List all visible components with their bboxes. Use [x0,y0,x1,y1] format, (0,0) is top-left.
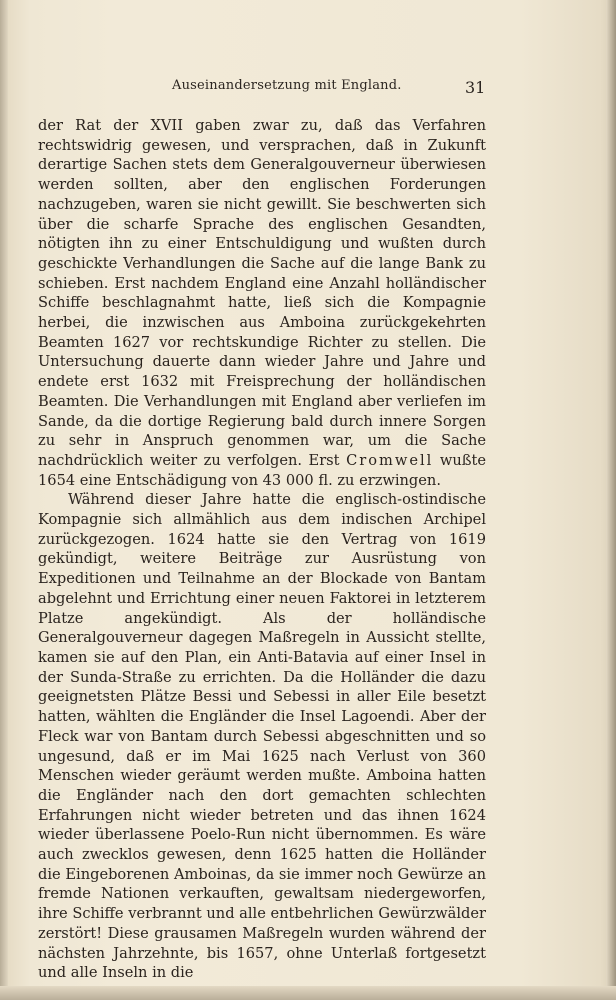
paragraph-1-seg-3: gaben zwar zu, daß das Verfahren rechtswidrig gewesen, und versprachen, daß in Zukunft derartige Sachen stets dem Generalgouverneur überwiesen werden sollten, aber den englischen Forderungen nachzugeben, waren sie nicht gewillt. Sie beschwerten sich über die scharfe Sprache des englischen Gesandten, nötigten ihn zu einer Entschuldigung und wußten durch geschickte Verhandlungen die Sache auf die lange Bank zu schieben. Erst nachdem England eine Anzahl holländischer Schiffe beschlagnahmt hatte, ließ sich die Kompagnie herbei, die inzwischen aus Amboina zurückgekehrten Beamten 1627 vor rechtskundige Richter zu stellen. Die Untersuchung dauerte dann wieder Jahre und Jahre und endete erst 1632 mit Freisprechung der holländischen Beamten. Die Verhandlungen mit England aber verliefen im Sande, da die dortige Regierung bald durch innere Sorgen zu sehr in Anspruch genommen war, um die Sache nachdrücklich weiter zu verfolgen. Erst [38,117,486,469]
page-bottom-edge [0,986,616,1000]
page-number: 31 [465,78,486,97]
paragraph-1-seg-2: XVII [150,117,183,134]
paragraph-1 [38,116,486,490]
paragraph-2-seg-1: Während dieser Jahre hatte die englisch-ostindische Kompagnie sich allmählich aus dem indischen Archipel zurückgezogen. 1624 hatte sie den Vertrag von 1619 gekündigt, weitere Beiträge zur Ausrüstung von Expeditionen und Teilnahme an der Blockade von Bantam abgelehnt und Errichtung einer neuen Faktorei in letzterem Platze angekündigt. Als der holländische Generalgouverneur dagegen Maßregeln in Aussicht stellte, kamen sie auf den Plan, ein Anti-Batavia auf einer Insel in der Sunda-Straße zu errichten. Da die Holländer die dazu geeignetsten Plätze Bessi und Sebessi in aller Eile besetzt hatten, wählten die Engländer die Insel Lagoendi. Aber der Fleck war von Bantam durch Sebessi abgeschnitten und so ungesund, daß er im Mai 1625 nach Verlust von 360 Menschen wieder geräumt werden mußte. Amboina hatten die Engländer nach den dort gemachten schlechten Erfahrungen nicht wieder betreten und das ihnen 1624 wieder überlassene Poelo-Run nicht übernommen. Es wäre auch zwecklos gewesen, denn 1625 hatten die Holländer die Eingeborenen Amboinas, da sie immer noch Gewürze an fremde Nationen verkauften, gewaltsam niedergeworfen, ihre Schiffe verbrannt und alle entbehrlichen Gewürzwälder zerstört! Diese grausamen Maßregeln wurden während der nächsten Jahrzehnte, bis 1657, ohne Unterlaß fortgesetzt und alle Inseln in die [38,491,486,982]
cromwell-name: Cromwell [346,451,434,469]
page-right-edge [606,0,616,1000]
running-title: Auseinandersetzung mit England. [172,78,402,93]
paragraph-2 [38,490,486,983]
body-text [38,116,486,983]
paragraph-1-seg-5: wußte 1654 eine Entschädigung von 43 000 fl. zu erzwingen. [38,451,486,489]
paragraph-1-seg-1: der Rat der [38,117,151,134]
page-left-edge [0,0,8,1000]
